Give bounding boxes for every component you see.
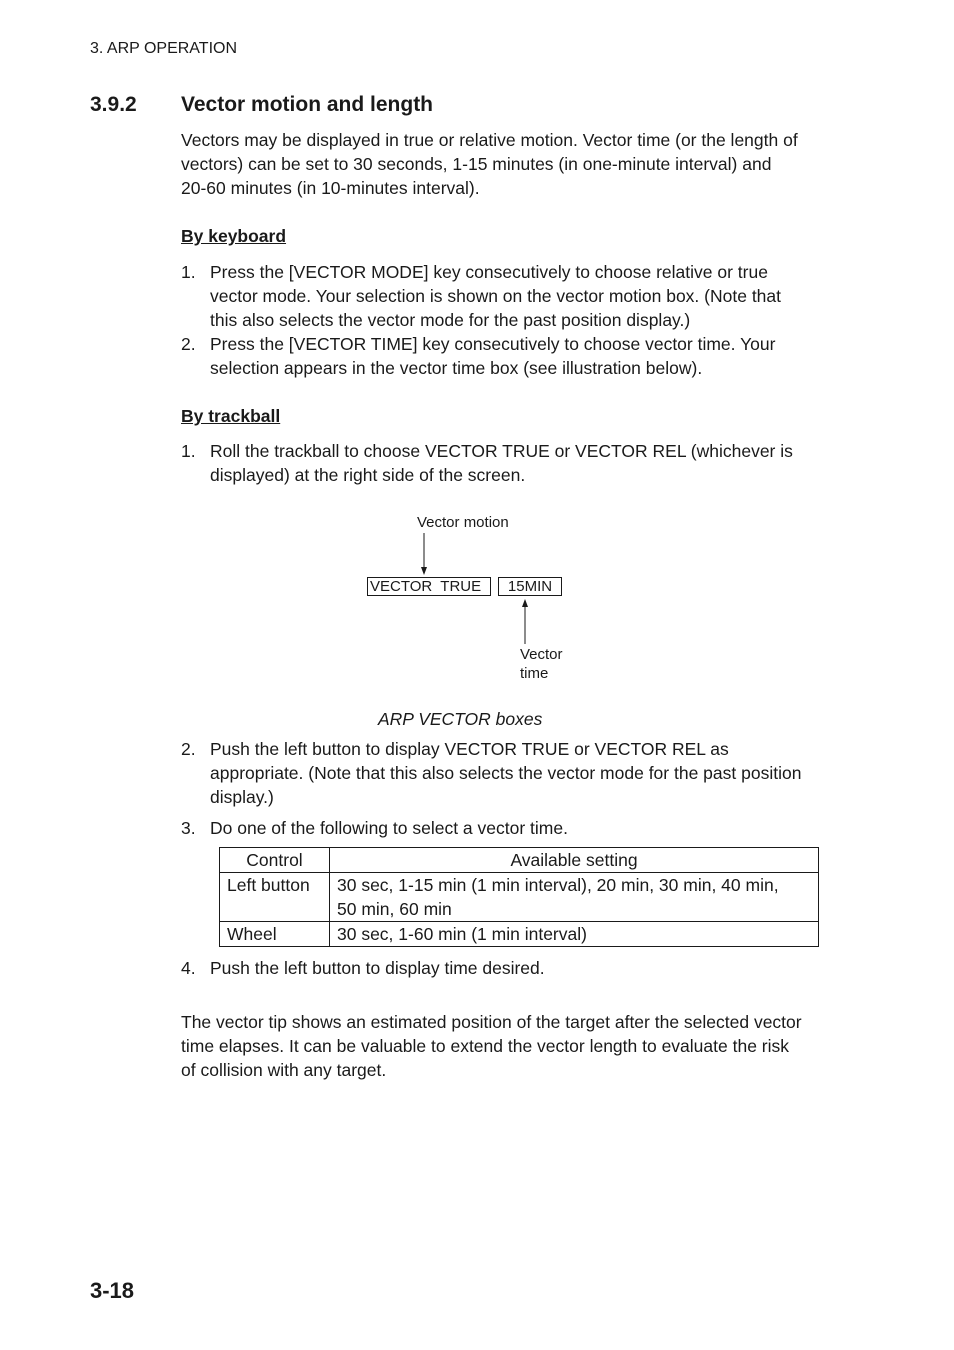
table-row	[220, 922, 819, 947]
page-number: 3-18	[90, 1278, 135, 1303]
closing-line: of collision with any target.	[181, 1060, 387, 1080]
vector-time-label	[520, 645, 563, 683]
running-header: 3. ARP OPERATION	[90, 40, 238, 57]
step-line: Press the [VECTOR MODE] key consecutively to choose relative or true	[210, 262, 768, 282]
time-arrow-head	[522, 599, 528, 607]
trackball-step-2-number: 2.	[181, 739, 196, 759]
closing-line: The vector tip shows an estimated position of the target after the selected vector	[181, 1012, 802, 1032]
section-number: 3.9.2	[90, 93, 137, 116]
keyboard-step-1-number: 1.	[181, 262, 196, 282]
vector-time-table	[219, 847, 819, 947]
vector-mode-box: VECTOR TRUE	[367, 577, 491, 596]
step-line: Press the [VECTOR TIME] key consecutively to choose vector time. Your	[210, 334, 776, 354]
table-cell-control: Left button	[220, 873, 330, 922]
trackball-step-3-number: 3.	[181, 818, 196, 838]
trackball-step-2	[210, 737, 850, 809]
step-line: displayed) at the right side of the screen.	[210, 465, 526, 485]
table-cell-control: Wheel	[220, 922, 330, 947]
figure-caption: ARP VECTOR boxes	[378, 709, 543, 729]
step-line: vector mode. Your selection is shown on the vector motion box. (Note that	[210, 286, 782, 306]
setting-line: 30 sec, 1-60 min (1 min interval)	[337, 924, 587, 944]
step-line: appropriate. (Note that this also selects the vector mode for the past position	[210, 763, 802, 783]
keyboard-step-2-number: 2.	[181, 334, 196, 354]
step-line: display.)	[210, 787, 274, 807]
intro-line: 20-60 minutes (in 10-minutes interval).	[181, 178, 480, 198]
intro-line: vectors) can be set to 30 seconds, 1-15 minutes (in one-minute interval) and	[181, 154, 772, 174]
vector-time-box: 15MIN	[498, 577, 562, 596]
step-line: selection appears in the vector time box (see illustration below).	[210, 358, 703, 378]
trackball-step-1-number: 1.	[181, 441, 196, 461]
intro-line: Vectors may be displayed in true or relative motion. Vector time (or the length of	[181, 130, 798, 150]
vector-time-label-line: time	[520, 665, 549, 682]
table-header-cell: Available setting	[330, 848, 819, 873]
motion-arrow-head	[421, 567, 427, 575]
setting-line: 30 sec, 1-15 min (1 min interval), 20 min, 30 min, 40 min,	[337, 875, 779, 895]
trackball-heading: By trackball	[181, 406, 281, 426]
keyboard-heading: By keyboard	[181, 226, 287, 246]
trackball-step-4: Push the left button to display time desired.	[210, 958, 545, 978]
closing-paragraph	[181, 1010, 853, 1082]
step-line: Push the left button to display VECTOR TRUE or VECTOR REL as	[210, 739, 729, 759]
vector-time-label-line: Vector	[520, 646, 563, 663]
closing-line: time elapses. It can be valuable to extend the vector length to evaluate the risk	[181, 1036, 790, 1056]
trackball-step-4-number: 4.	[181, 958, 196, 978]
table-header-row	[220, 848, 819, 873]
table-cell-setting	[330, 873, 819, 922]
trackball-step-3: Do one of the following to select a vector time.	[210, 818, 568, 838]
section-title: Vector motion and length	[181, 93, 434, 116]
step-line: Roll the trackball to choose VECTOR TRUE or VECTOR REL (whichever is	[210, 441, 793, 461]
setting-line: 50 min, 60 min	[337, 899, 452, 919]
vector-motion-label: Vector motion	[417, 514, 509, 531]
step-line: this also selects the vector mode for the past position display.)	[210, 310, 691, 330]
table-row	[220, 873, 819, 922]
table-header-cell: Control	[220, 848, 330, 873]
table-cell-setting	[330, 922, 819, 947]
